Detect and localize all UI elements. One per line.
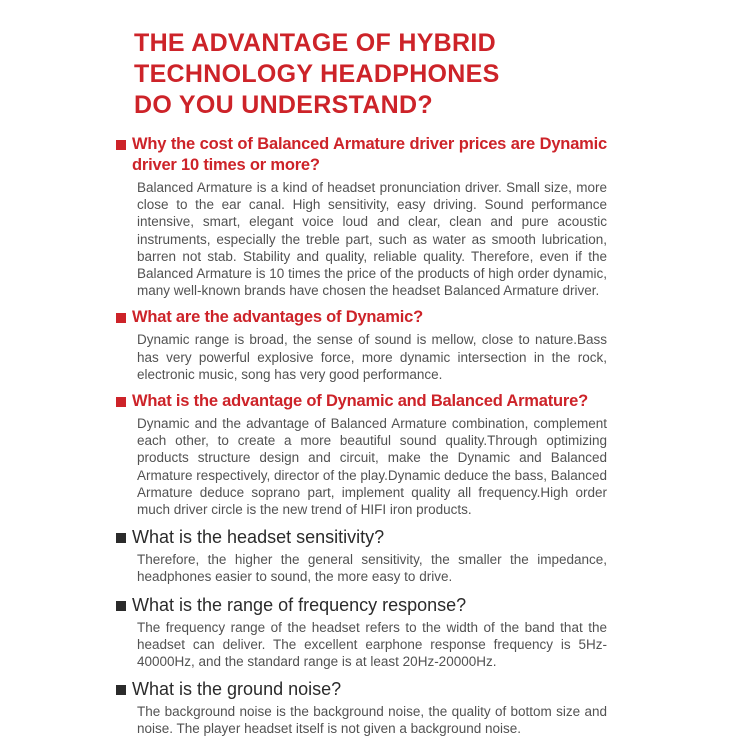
question-text: What is the ground noise? (132, 679, 342, 700)
answer-paragraph: Therefore, the higher the general sensitivity, the smaller the impedance, headphones easier to sound, the more easy to drive. (137, 552, 607, 585)
question-heading (116, 678, 607, 700)
qa-section-headset-sensitivity (116, 526, 607, 585)
question-text: What is the advantage of Dynamic and Balanced Armature? (132, 392, 588, 411)
page-title (134, 28, 607, 121)
page-title-line-2: TECHNOLOGY HEADPHONES (134, 60, 500, 88)
content-column (116, 28, 607, 738)
question-text: What is the headset sensitivity? (132, 527, 385, 548)
answer-paragraph: Dynamic and the advantage of Balanced Armature combination, complement each other, to create a more beautiful sound quality.Through optimizing products structure design and circuit, make the Dynamic and Balanced Armature respectively, director of the play.Dynamic deduce the bass, Balanced Armature deduce soprano part, implement quality all frequency.High order much driver circle is the new trend of HIFI iron products. (137, 416, 607, 518)
square-bullet-icon (116, 140, 126, 150)
answer-paragraph: The frequency range of the headset refers to the width of the band that the headset can deliver. The excellent earphone response frequency is 5Hz-40000Hz, and the standard range is at least 20Hz-20000Hz. (137, 619, 607, 670)
question-heading (116, 526, 607, 548)
question-heading (116, 307, 607, 328)
qa-section-balanced-armature-cost (116, 134, 607, 299)
question-text: What is the range of frequency response? (132, 594, 467, 615)
question-heading (116, 594, 607, 616)
question-heading (116, 134, 607, 176)
qa-section-frequency-response (116, 594, 607, 671)
question-text: What are the advantages of Dynamic? (132, 308, 423, 327)
answer-paragraph: Dynamic range is broad, the sense of sound is mellow, close to nature.Bass has very powerful explosive force, more dynamic intersection in the rock, electronic music, song has very good performance. (137, 332, 607, 382)
qa-section-ground-noise (116, 678, 607, 737)
question-heading (116, 391, 607, 412)
answer-paragraph: The background noise is the background noise, the quality of bottom size and noise. The player headset itself is not given a background noise. (137, 704, 607, 737)
qa-section-hybrid-advantage (116, 391, 607, 518)
square-bullet-icon (116, 601, 126, 611)
square-bullet-icon (116, 685, 126, 695)
question-text: Why the cost of Balanced Armature driver prices are Dynamic driver 10 times or more? (132, 135, 607, 174)
square-bullet-icon (116, 397, 126, 407)
qa-section-dynamic-advantages (116, 307, 607, 383)
page-title-line-3: DO YOU UNDERSTAND? (134, 91, 433, 119)
square-bullet-icon (116, 313, 126, 323)
square-bullet-icon (116, 533, 126, 543)
page-title-line-1: THE ADVANTAGE OF HYBRID (134, 29, 496, 57)
answer-paragraph: Balanced Armature is a kind of headset pronunciation driver. Small size, more close to the ear canal. High sensitivity, easy driving. Sound performance intensive, smart, elegant voice loud and clear, clean and pure acoustic instruments, especially the treble part, such as water as smooth lubrication, barren not stab. Stability and quality, reliable quality. Therefore, even if the Balanced Armature is 10 times the price of the products of high order dynamic, many well-known brands have chosen the headset Balanced Armature driver. (137, 180, 607, 299)
